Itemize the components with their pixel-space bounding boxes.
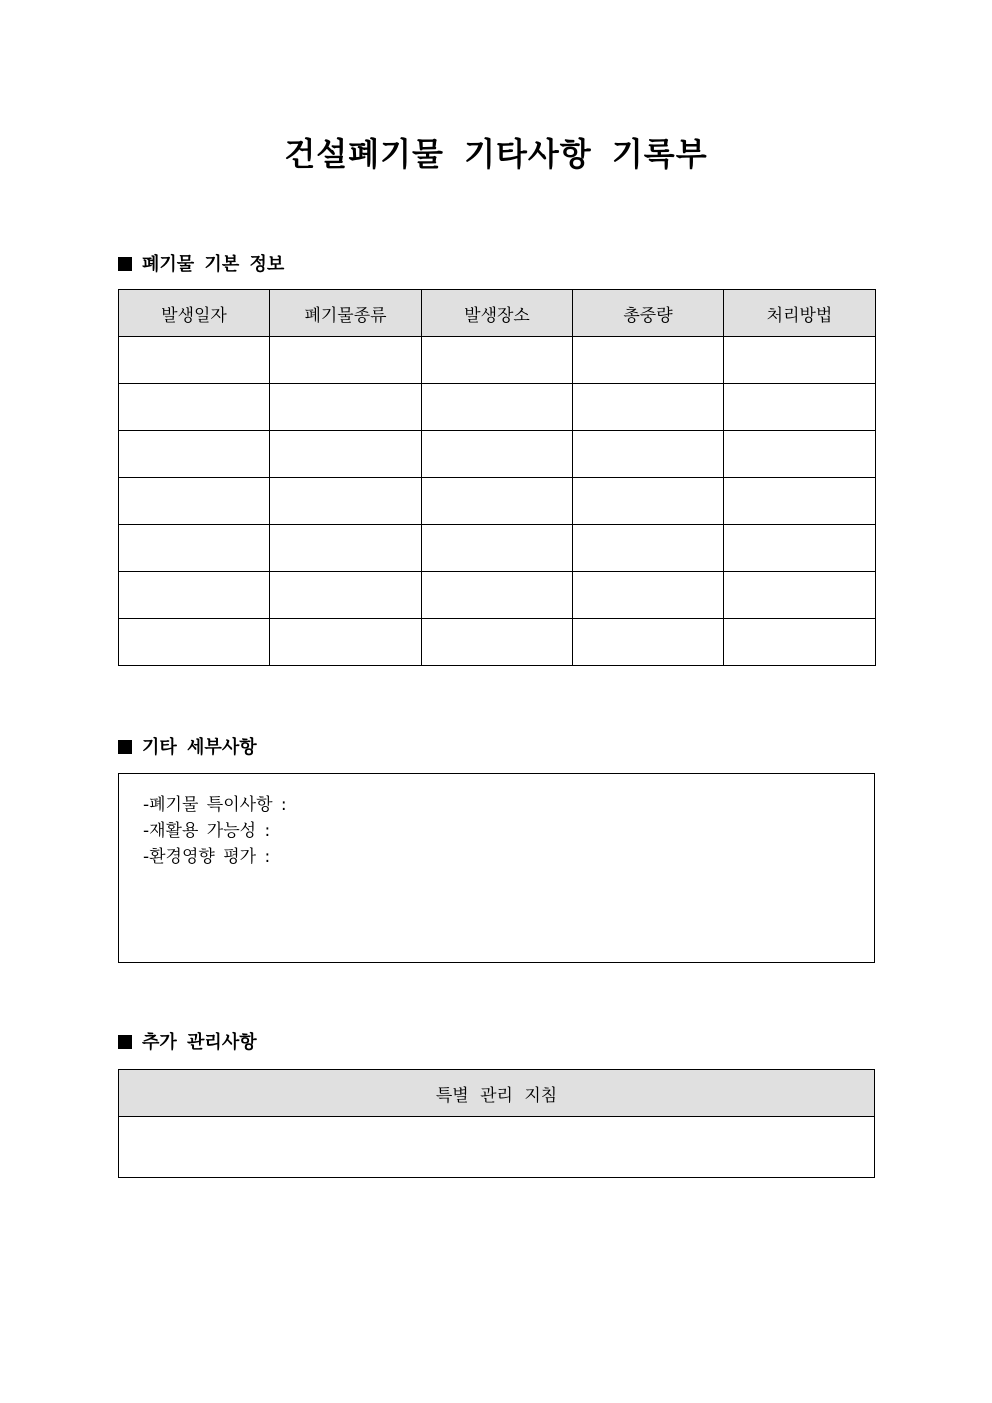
table-row <box>119 1117 875 1178</box>
table-row <box>119 619 876 666</box>
table-row <box>119 431 876 478</box>
table-cell[interactable] <box>270 525 422 572</box>
table-cell[interactable] <box>422 619 573 666</box>
table-cell[interactable] <box>270 572 422 619</box>
square-bullet-icon <box>118 1035 132 1049</box>
details-line-special-notes: -폐기물 특이사항 : <box>143 795 287 815</box>
table-cell[interactable] <box>270 337 422 384</box>
table-cell[interactable] <box>724 337 876 384</box>
details-line-environmental-impact: -환경영향 평가 : <box>143 847 271 867</box>
table-cell[interactable] <box>573 572 724 619</box>
column-header-date: 발생일자 <box>119 290 270 337</box>
table-cell[interactable] <box>422 337 573 384</box>
column-header-disposal-method: 처리방법 <box>724 290 876 337</box>
table-header-row <box>119 1070 875 1117</box>
square-bullet-icon <box>118 740 132 754</box>
table-cell[interactable] <box>119 384 270 431</box>
special-management-table <box>118 1069 875 1178</box>
section-heading-details-label: 기타 세부사항 <box>142 737 257 758</box>
column-header-special-guidelines: 특별 관리 지침 <box>119 1070 875 1117</box>
table-cell[interactable] <box>573 619 724 666</box>
table-row <box>119 572 876 619</box>
table-cell[interactable] <box>422 572 573 619</box>
table-cell[interactable] <box>724 478 876 525</box>
table-cell[interactable] <box>119 572 270 619</box>
table-cell[interactable] <box>573 525 724 572</box>
table-cell[interactable] <box>270 619 422 666</box>
column-header-total-weight: 총중량 <box>573 290 724 337</box>
section-heading-details <box>118 736 257 760</box>
column-header-waste-type: 폐기물종류 <box>270 290 422 337</box>
table-cell[interactable] <box>573 337 724 384</box>
square-bullet-icon <box>118 257 132 271</box>
table-cell[interactable] <box>724 384 876 431</box>
section-heading-basic-info <box>118 253 284 277</box>
table-cell[interactable] <box>724 525 876 572</box>
section-heading-additional <box>118 1031 257 1055</box>
table-cell[interactable] <box>119 619 270 666</box>
table-cell[interactable] <box>270 478 422 525</box>
table-row <box>119 478 876 525</box>
table-cell[interactable] <box>422 431 573 478</box>
table-header-row <box>119 290 876 337</box>
table-cell[interactable] <box>119 478 270 525</box>
table-cell[interactable] <box>119 1117 875 1178</box>
table-cell[interactable] <box>270 384 422 431</box>
table-cell[interactable] <box>119 431 270 478</box>
section-heading-additional-label: 추가 관리사항 <box>142 1032 257 1053</box>
table-cell[interactable] <box>422 478 573 525</box>
table-cell[interactable] <box>119 337 270 384</box>
table-cell[interactable] <box>422 384 573 431</box>
table-cell[interactable] <box>270 431 422 478</box>
details-box[interactable] <box>118 773 875 963</box>
table-row <box>119 384 876 431</box>
waste-info-table <box>118 289 876 666</box>
table-cell[interactable] <box>724 572 876 619</box>
table-row <box>119 337 876 384</box>
table-cell[interactable] <box>573 478 724 525</box>
table-cell[interactable] <box>573 431 724 478</box>
table-cell[interactable] <box>573 384 724 431</box>
table-row <box>119 525 876 572</box>
table-cell[interactable] <box>422 525 573 572</box>
details-line-recyclability: -재활용 가능성 : <box>143 821 271 841</box>
document-title: 건설폐기물 기타사항 기록부 <box>284 135 708 173</box>
column-header-location: 발생장소 <box>422 290 573 337</box>
table-cell[interactable] <box>724 619 876 666</box>
table-cell[interactable] <box>119 525 270 572</box>
table-cell[interactable] <box>724 431 876 478</box>
section-heading-basic-info-label: 폐기물 기본 정보 <box>142 254 285 275</box>
